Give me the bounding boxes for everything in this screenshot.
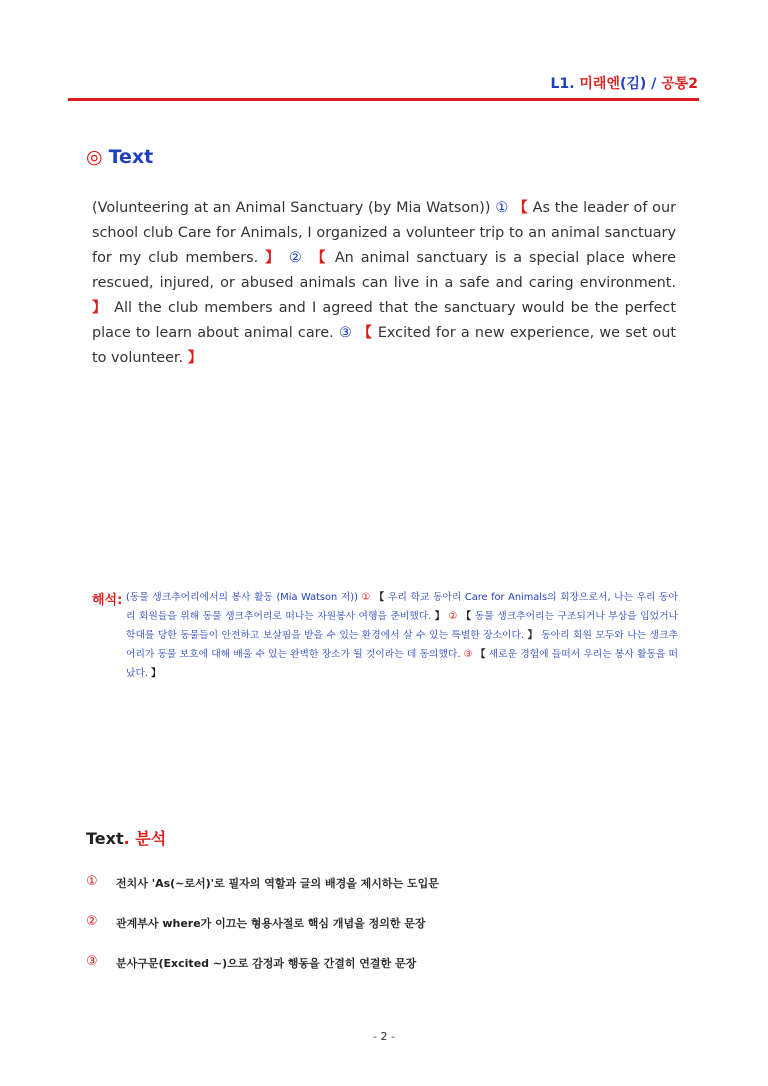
author-name: 김 (626, 76, 640, 92)
item-number: ③ (86, 954, 98, 969)
lesson-number: L1. (550, 76, 575, 92)
analysis-title-red: 분석 (135, 829, 167, 848)
bracket-close: 】 (151, 668, 161, 679)
section-title-text: Text (108, 146, 154, 168)
korean-translation (126, 588, 678, 683)
analysis-list (86, 874, 686, 994)
sentence-number: ② (288, 250, 305, 266)
bracket-open: 【 (475, 649, 486, 660)
translation-text: 새로운 경험에 들떠서 우리는 봉사 활동을 떠났다. (126, 649, 678, 679)
bracket-open: 【 (461, 611, 472, 622)
analysis-title-dot: . (123, 829, 130, 848)
list-item (86, 914, 686, 954)
list-item (86, 954, 686, 994)
sentence-text: An animal sanctuary is a special place where rescued, injured, or abused animals can live in a safe and caring environment. (92, 250, 676, 291)
bracket-close: 】 (265, 250, 282, 266)
sentence-text: Excited for a new experience, we set out to volunteer. (92, 325, 676, 366)
translation-label: 해석: (92, 593, 123, 608)
translation-text: 우리 학교 동아리 Care for Animals의 회장으로서, 나는 우리 동아리 회원들을 위해 동물 생크추어리로 떠나는 자원봉사 여행을 준비했다. (126, 592, 678, 622)
header-rule (68, 98, 699, 101)
passage-intro: (Volunteering at an Animal Sanctuary (by Mia Watson)) (92, 200, 491, 216)
sentence-number: ② (448, 611, 458, 622)
analysis-title (86, 826, 166, 849)
bullseye-icon: ◎ (86, 146, 103, 168)
bracket-open: 【 (513, 200, 528, 216)
item-number: ② (86, 914, 98, 929)
bracket-open: 【 (374, 592, 385, 603)
sentence-number: ① (495, 200, 509, 216)
section-title (86, 146, 153, 168)
bracket-close: 】 (92, 300, 108, 316)
header-separator: / (651, 76, 657, 92)
bracket-open: 【 (357, 325, 373, 341)
page-header (551, 73, 698, 93)
list-item (86, 874, 686, 914)
translation-text: 동물 생크추어리는 구조되거나 부상을 입었거나 학대를 당한 동물들이 안전하고 보살핌을 받을 수 있는 환경에서 살 수 있는 특별한 장소이다. (126, 611, 679, 641)
item-text: 관계부사 where가 이끄는 형용사절로 핵심 개념을 정의한 문장 (116, 917, 426, 930)
sentence-number: ① (361, 592, 371, 603)
author-paren-open: ( (619, 76, 627, 92)
publisher-name: 미래엔 (579, 76, 620, 92)
translation-intro: (동물 생크추어리에서의 봉사 활동 (Mia Watson 저)) (126, 592, 358, 603)
header-category: 공통2 (661, 76, 698, 92)
sentence-text: All the club members and I agreed that the sanctuary would be the perfect place to learn about animal care. (92, 300, 676, 341)
bracket-close: 】 (434, 611, 446, 622)
sentence-number: ③ (463, 649, 473, 660)
page-number: - 2 - (373, 1030, 395, 1043)
sentence-text: As the leader of our school club Care for Animals, I organized a volunteer trip to an animal sanctuary for my club members. (92, 200, 677, 266)
english-passage (92, 196, 676, 371)
translation-text: 동아리 회원 모두와 나는 생크추어리가 동물 보호에 대해 배울 수 있는 완벽한 장소가 될 것이라는 데 동의했다. (126, 630, 678, 660)
item-text: 분사구문(Excited ~)으로 감정과 행동을 간결히 연결한 문장 (116, 957, 417, 970)
bracket-open: 【 (311, 250, 328, 266)
item-number: ① (86, 874, 98, 889)
author-paren-close: ) (639, 76, 647, 92)
bracket-close: 】 (527, 630, 538, 641)
analysis-title-text: Text (86, 829, 124, 848)
item-text: 전치사 'As(~로서)'로 필자의 역할과 글의 배경을 제시하는 도입문 (116, 877, 439, 890)
bracket-close: 】 (187, 350, 203, 366)
sentence-number: ③ (338, 325, 353, 341)
